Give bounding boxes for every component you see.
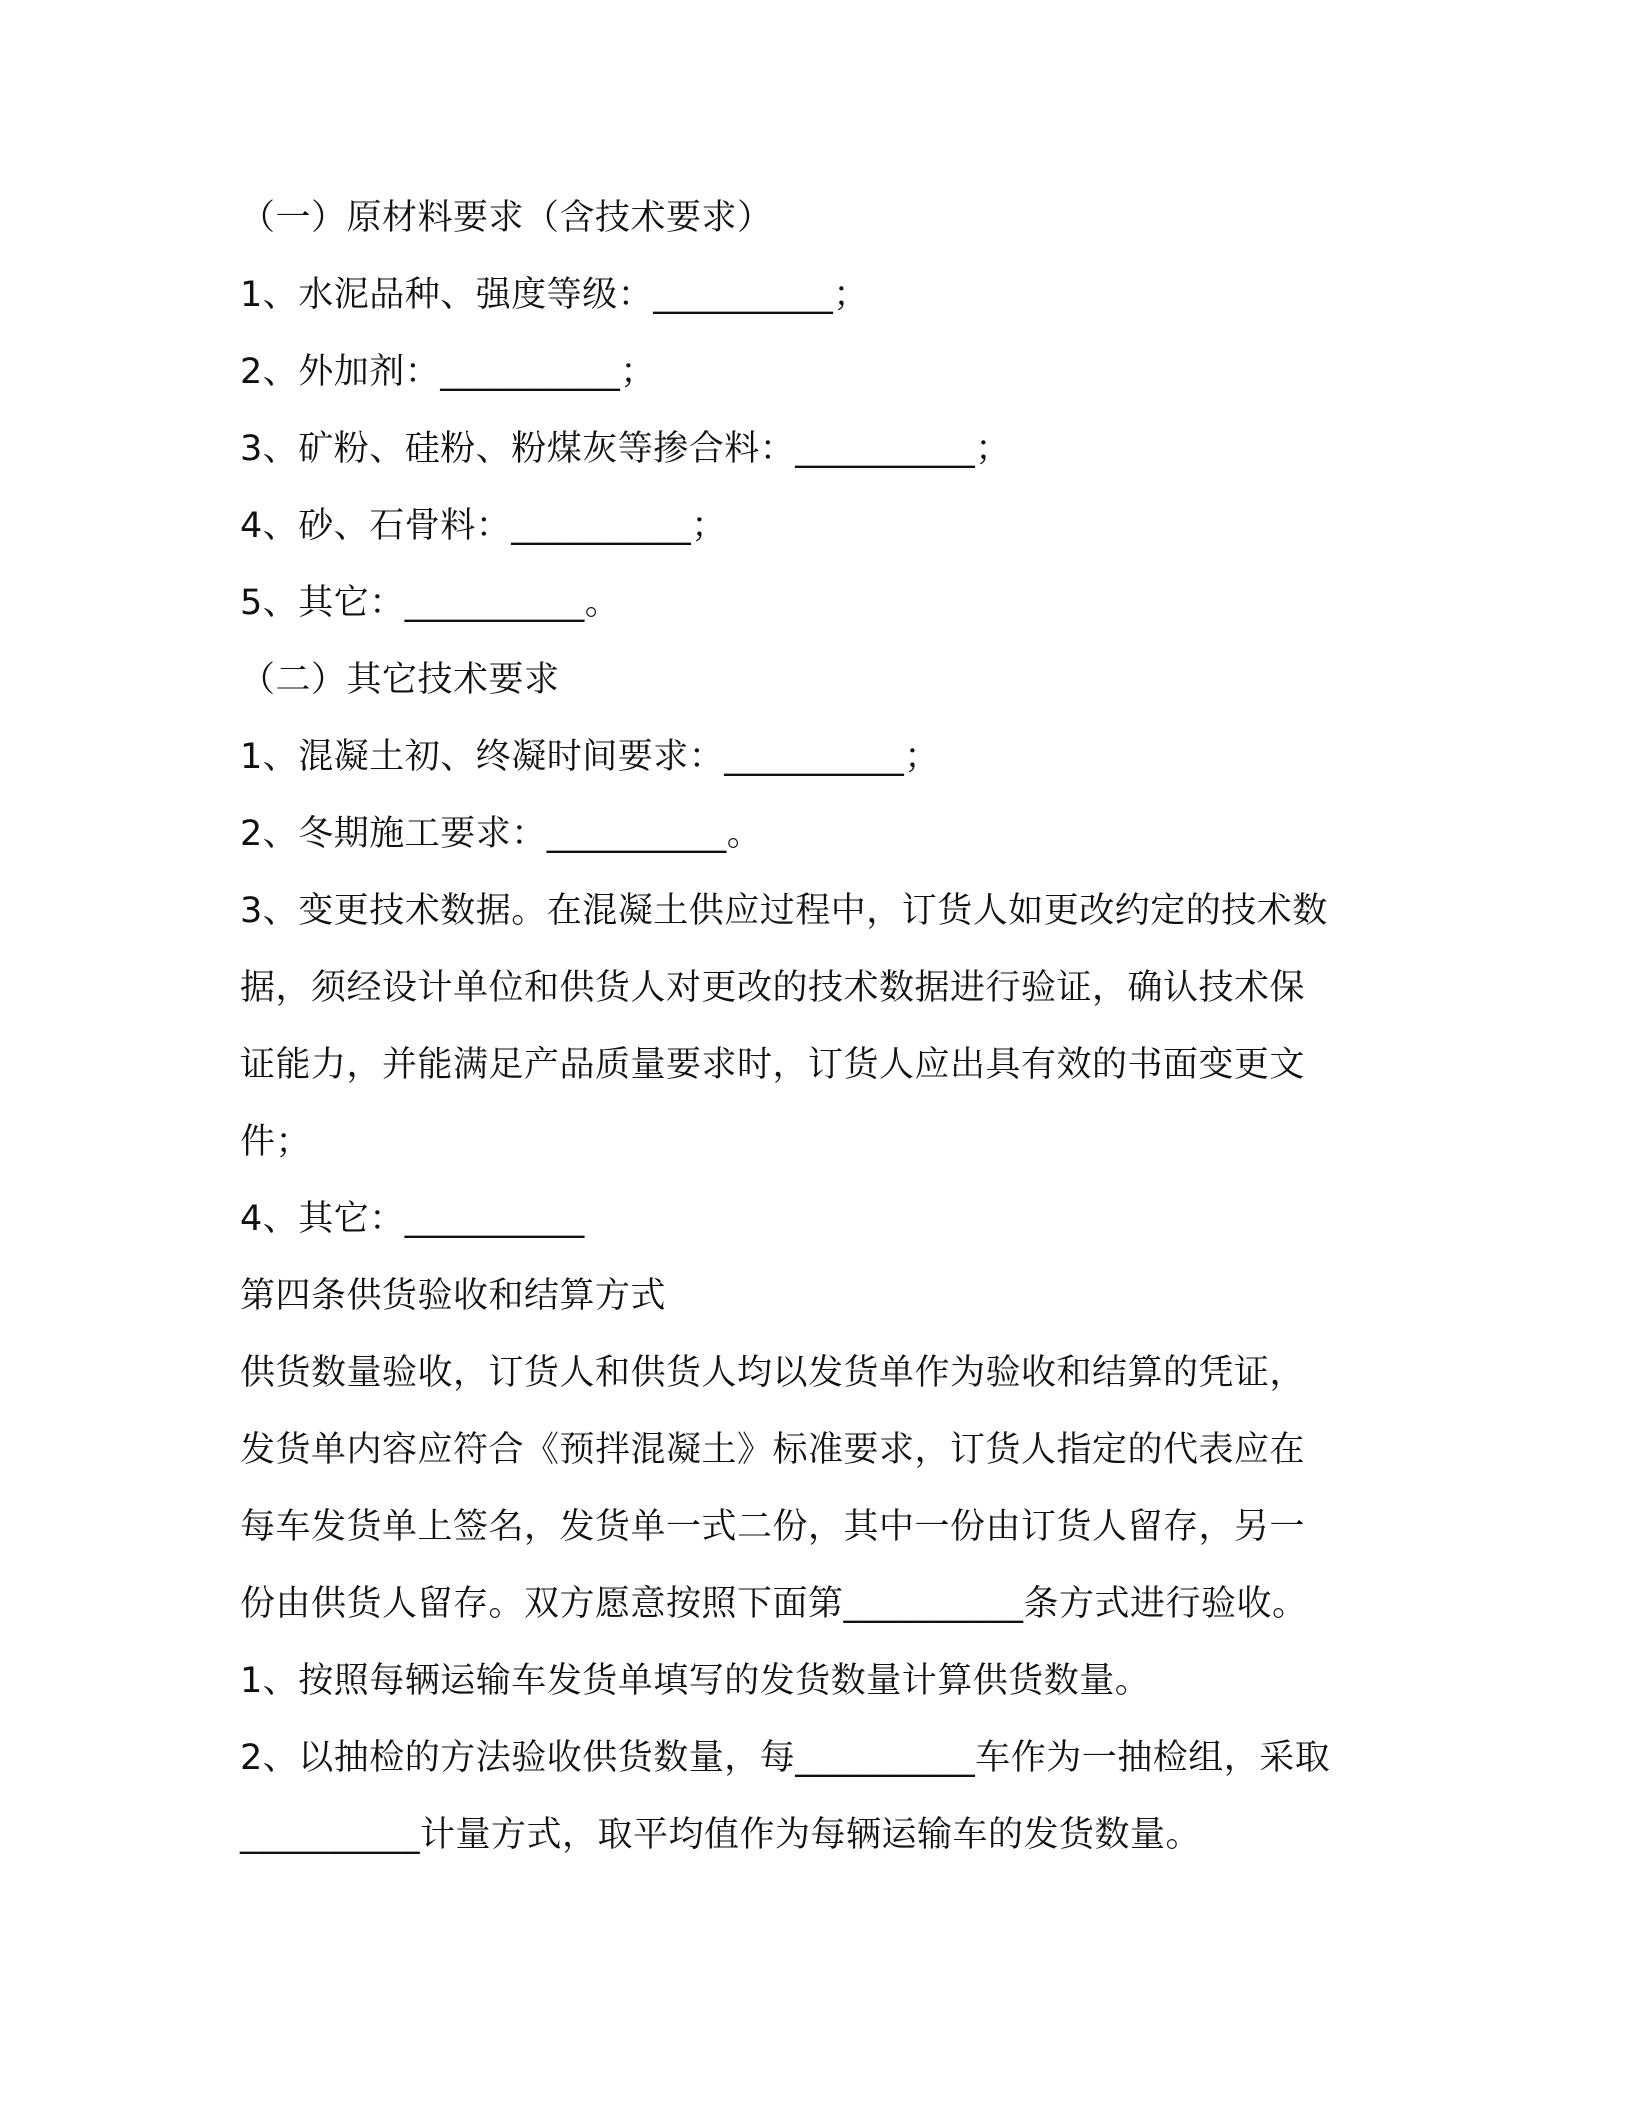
item-change-tech-data-line-4: 件；: [240, 1122, 312, 1162]
document-body: [240, 180, 1380, 1874]
item-other-tech: 4、其它：__________: [240, 1199, 585, 1239]
article-four-heading: 第四条供货验收和结算方式: [240, 1276, 667, 1316]
item-aggregates: 4、砂、石骨料：__________；: [240, 506, 727, 546]
item-change-tech-data-line-2: 据，须经设计单位和供货人对更改的技术数据进行验证，确认技术保: [240, 968, 1306, 1008]
acceptance-method-2-line-1: 2、以抽检的方法验收供货数量，每__________车作为一抽检组，采取: [240, 1738, 1331, 1778]
acceptance-paragraph-line-3: 每车发货单上签名，发货单一式二份，其中一份由订货人留存，另一: [240, 1507, 1306, 1547]
item-cement-grade: 1、水泥品种、强度等级：__________；: [240, 275, 869, 315]
item-change-tech-data-line-3: 证能力，并能满足产品质量要求时，订货人应出具有效的书面变更文: [240, 1045, 1306, 1085]
acceptance-method-2-line-2: __________计量方式，取平均值作为每辆运输车的发货数量。: [240, 1815, 1202, 1855]
item-admixture: 2、外加剂：__________；: [240, 352, 656, 392]
item-mineral-admixtures: 3、矿粉、硅粉、粉煤灰等掺合料：__________；: [240, 429, 1011, 469]
acceptance-method-1: 1、按照每辆运输车发货单填写的发货数量计算供货数量。: [240, 1661, 1151, 1701]
item-setting-time: 1、混凝土初、终凝时间要求：__________；: [240, 737, 940, 777]
section-heading-other-tech: （二）其它技术要求: [240, 660, 560, 700]
item-winter-construction: 2、冬期施工要求：__________。: [240, 814, 763, 854]
item-other-materials: 5、其它：__________。: [240, 583, 621, 623]
acceptance-paragraph-line-1: 供货数量验收，订货人和供货人均以发货单作为验收和结算的凭证，: [240, 1353, 1306, 1393]
acceptance-paragraph-line-4: 份由供货人留存。双方愿意按照下面第__________条方式进行验收。: [240, 1584, 1308, 1624]
section-heading-raw-materials: （一）原材料要求（含技术要求）: [240, 198, 773, 238]
item-change-tech-data-line-1: 3、变更技术数据。在混凝土供应过程中，订货人如更改约定的技术数: [240, 891, 1328, 931]
acceptance-paragraph-line-2: 发货单内容应符合《预拌混凝土》标准要求，订货人指定的代表应在: [240, 1430, 1306, 1470]
